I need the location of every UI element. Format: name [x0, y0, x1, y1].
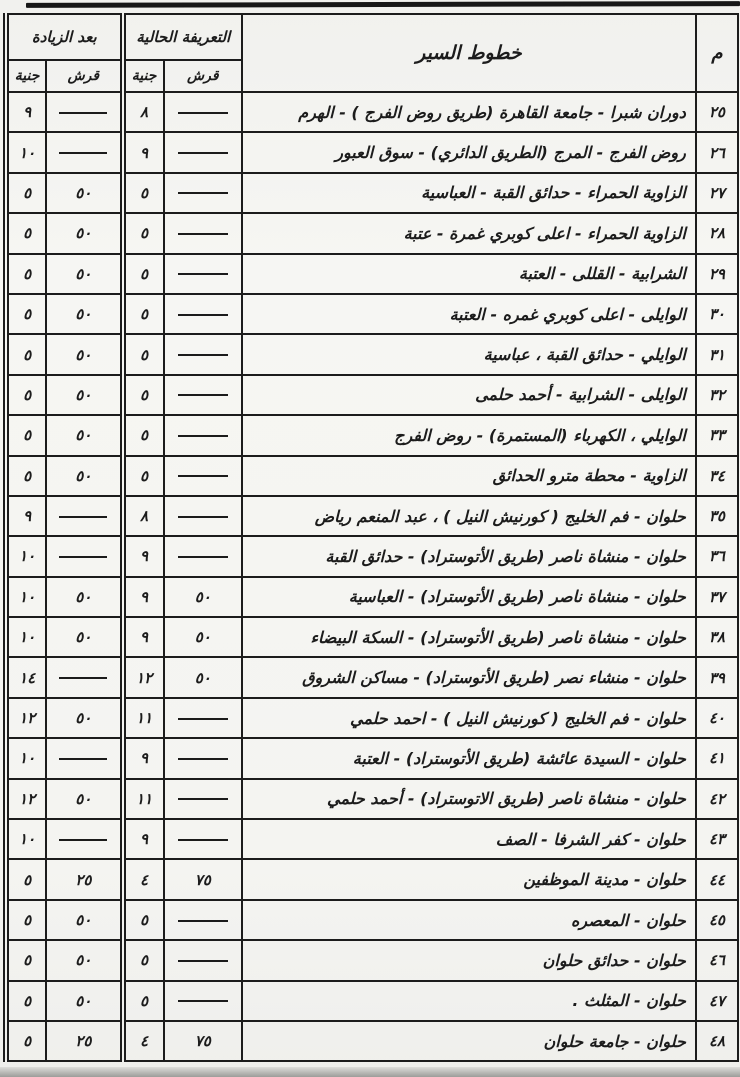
after-qirsh-cell: ٥٠ — [46, 294, 122, 334]
route-cell: حلوان - المعصره — [242, 900, 696, 940]
after-pound-cell: ١٢ — [6, 779, 46, 819]
current-pound-cell: ٩ — [123, 819, 164, 859]
route-cell: الوايلى - اعلى كوبري غمره - العتبة — [242, 294, 696, 334]
current-qirsh-cell — [164, 334, 242, 374]
header-current-tariff: التعريفة الحالية — [123, 14, 242, 60]
current-pound-cell: ٩ — [123, 617, 164, 657]
route-cell: الزاوية - محطة مترو الحدائق — [242, 456, 696, 496]
row-number-cell: ٢٩ — [696, 254, 738, 294]
after-pound-cell: ٥ — [6, 456, 46, 496]
current-qirsh-cell: ٥٠ — [164, 617, 242, 657]
current-qirsh-cell — [164, 375, 242, 415]
current-pound-cell: ٤ — [123, 1021, 164, 1061]
current-qirsh-cell — [164, 294, 242, 334]
fare-row — [6, 132, 738, 172]
current-pound-cell: ٩ — [123, 577, 164, 617]
header-after-increase: بعد الزيادة — [6, 14, 123, 60]
current-qirsh-cell: ٥٠ — [164, 657, 242, 697]
current-pound-cell: ٩ — [123, 536, 164, 576]
fare-row — [6, 698, 738, 738]
after-qirsh-cell — [46, 536, 122, 576]
current-qirsh-cell — [164, 173, 242, 213]
fare-table-header — [6, 14, 738, 92]
current-qirsh-cell — [164, 536, 242, 576]
after-pound-cell: ١٠ — [6, 738, 46, 778]
current-pound-cell: ٩ — [123, 738, 164, 778]
after-qirsh-cell: ٥٠ — [46, 900, 122, 940]
header-after-qirsh: قرش — [46, 60, 122, 92]
route-cell: الوايلي ، الكهرباء (المستمرة) - روض الفرج — [242, 415, 696, 455]
current-pound-cell: ٨ — [123, 92, 164, 132]
after-qirsh-cell: ٥٠ — [46, 617, 122, 657]
current-qirsh-cell — [164, 254, 242, 294]
row-number-cell: ٤٧ — [696, 981, 738, 1021]
current-qirsh-cell — [164, 819, 242, 859]
row-number-cell: ٣٤ — [696, 456, 738, 496]
after-pound-cell: ١٠ — [6, 536, 46, 576]
fare-row — [6, 819, 738, 859]
after-qirsh-cell: ٥٠ — [46, 577, 122, 617]
route-cell: حلوان - منشاة ناصر (طريق الأتوستراد) - العباسية — [242, 577, 696, 617]
current-pound-cell: ٤ — [123, 859, 164, 899]
fare-row — [6, 577, 738, 617]
route-cell: روض الفرج - المرج (الطريق الدائري) - سوق العبور — [242, 132, 696, 172]
header-current-pound: جنية — [123, 60, 164, 92]
after-pound-cell: ٥ — [6, 213, 46, 253]
route-cell: حلوان - كفر الشرفا - الصف — [242, 819, 696, 859]
current-qirsh-cell — [164, 415, 242, 455]
fare-row — [6, 294, 738, 334]
after-pound-cell: ٥ — [6, 940, 46, 980]
current-pound-cell: ٨ — [123, 496, 164, 536]
route-cell: حلوان - السيدة عائشة (طريق الأتوستراد) - العتبة — [242, 738, 696, 778]
row-number-cell: ٤٢ — [696, 779, 738, 819]
row-number-cell: ٢٦ — [696, 132, 738, 172]
current-qirsh-cell — [164, 738, 242, 778]
current-qirsh-cell — [164, 496, 242, 536]
row-number-cell: ٤٥ — [696, 900, 738, 940]
fare-row — [6, 415, 738, 455]
after-qirsh-cell — [46, 92, 122, 132]
current-pound-cell: ٥ — [123, 981, 164, 1021]
after-pound-cell: ٩ — [6, 92, 46, 132]
current-pound-cell: ٥ — [123, 940, 164, 980]
current-pound-cell: ١٢ — [123, 657, 164, 697]
fare-table — [3, 13, 739, 1062]
current-pound-cell: ١١ — [123, 779, 164, 819]
after-qirsh-cell: ٥٠ — [46, 254, 122, 294]
after-pound-cell: ٥ — [6, 254, 46, 294]
row-number-cell: ٣٧ — [696, 577, 738, 617]
fare-row — [6, 173, 738, 213]
fare-table-body — [6, 92, 738, 1061]
after-qirsh-cell — [46, 738, 122, 778]
fare-row — [6, 456, 738, 496]
current-qirsh-cell — [164, 132, 242, 172]
current-pound-cell: ٥ — [123, 375, 164, 415]
route-cell: حلوان - منشاة ناصر (طريق الأتوستراد) - السكة البيضاء — [242, 617, 696, 657]
after-qirsh-cell — [46, 132, 122, 172]
route-cell: دوران شبرا - جامعة القاهرة (طريق روض الفرج ) - الهرم — [242, 92, 696, 132]
fare-row — [6, 496, 738, 536]
current-pound-cell: ٥ — [123, 254, 164, 294]
fare-row — [6, 334, 738, 374]
scan-artifact-bottom-band — [0, 1067, 740, 1077]
after-pound-cell: ٩ — [6, 496, 46, 536]
after-pound-cell: ١٠ — [6, 617, 46, 657]
route-cell: حلوان - المثلث . — [242, 981, 696, 1021]
current-qirsh-cell — [164, 698, 242, 738]
route-cell: حلوان - جامعة حلوان — [242, 1021, 696, 1061]
row-number-cell: ٢٥ — [696, 92, 738, 132]
fare-row — [6, 617, 738, 657]
after-qirsh-cell: ٥٠ — [46, 698, 122, 738]
current-pound-cell: ٥ — [123, 213, 164, 253]
route-cell: الوايلي - حدائق القبة ، عباسية — [242, 334, 696, 374]
row-number-cell: ٤٣ — [696, 819, 738, 859]
current-qirsh-cell — [164, 92, 242, 132]
current-pound-cell: ٥ — [123, 900, 164, 940]
after-pound-cell: ٥ — [6, 375, 46, 415]
header-after-pound: جنية — [6, 60, 46, 92]
fare-row — [6, 92, 738, 132]
after-qirsh-cell: ٥٠ — [46, 334, 122, 374]
row-number-cell: ٣٠ — [696, 294, 738, 334]
current-pound-cell: ٥ — [123, 294, 164, 334]
after-qirsh-cell: ٥٠ — [46, 213, 122, 253]
after-qirsh-cell: ٥٠ — [46, 375, 122, 415]
after-qirsh-cell: ٥٠ — [46, 779, 122, 819]
current-pound-cell: ٥ — [123, 334, 164, 374]
current-pound-cell: ٥ — [123, 456, 164, 496]
after-pound-cell: ١٠ — [6, 819, 46, 859]
row-number-cell: ٢٧ — [696, 173, 738, 213]
row-number-cell: ٤١ — [696, 738, 738, 778]
after-qirsh-cell — [46, 657, 122, 697]
after-qirsh-cell: ٥٠ — [46, 981, 122, 1021]
current-qirsh-cell — [164, 981, 242, 1021]
row-number-cell: ٣٣ — [696, 415, 738, 455]
header-serial: م — [696, 14, 738, 92]
route-cell: حلوان - فم الخليج ( كورنيش النيل ) - احمد حلمي — [242, 698, 696, 738]
route-cell: حلوان - منشاء نصر (طريق الأتوستراد) - مساكن الشروق — [242, 657, 696, 697]
after-pound-cell: ٥ — [6, 173, 46, 213]
row-number-cell: ٤٠ — [696, 698, 738, 738]
current-qirsh-cell: ٥٠ — [164, 577, 242, 617]
fare-row — [6, 213, 738, 253]
row-number-cell: ٣٨ — [696, 617, 738, 657]
fare-row — [6, 981, 738, 1021]
fare-row — [6, 738, 738, 778]
row-number-cell: ٣٢ — [696, 375, 738, 415]
route-cell: الزاوية الحمراء - حدائق القبة - العباسية — [242, 173, 696, 213]
after-qirsh-cell — [46, 496, 122, 536]
fare-row — [6, 779, 738, 819]
row-number-cell: ٤٤ — [696, 859, 738, 899]
after-pound-cell: ٥ — [6, 900, 46, 940]
after-pound-cell: ٥ — [6, 334, 46, 374]
route-cell: حلوان - منشاة ناصر (طريق الاتوستراد) - أحمد حلمي — [242, 779, 696, 819]
route-cell: حلوان - مدينة الموظفين — [242, 859, 696, 899]
current-qirsh-cell — [164, 213, 242, 253]
current-pound-cell: ٩ — [123, 132, 164, 172]
after-pound-cell: ٥ — [6, 1021, 46, 1061]
fare-row — [6, 1021, 738, 1061]
route-cell: حلوان - منشاة ناصر (طريق الأتوستراد) - حدائق القبة — [242, 536, 696, 576]
after-pound-cell: ١٠ — [6, 577, 46, 617]
scan-artifact-top-line — [26, 1, 740, 8]
current-qirsh-cell — [164, 900, 242, 940]
current-qirsh-cell: ٧٥ — [164, 859, 242, 899]
row-number-cell: ٤٦ — [696, 940, 738, 980]
fare-row — [6, 940, 738, 980]
current-pound-cell: ٥ — [123, 173, 164, 213]
route-cell: الشرابية - القللى - العتبة — [242, 254, 696, 294]
row-number-cell: ٢٨ — [696, 213, 738, 253]
current-qirsh-cell — [164, 779, 242, 819]
current-qirsh-cell: ٧٥ — [164, 1021, 242, 1061]
after-qirsh-cell — [46, 819, 122, 859]
after-qirsh-cell: ٥٠ — [46, 415, 122, 455]
fare-row — [6, 254, 738, 294]
route-cell: الزاوية الحمراء - اعلى كوبري غمرة - عتبة — [242, 213, 696, 253]
header-current-qirsh: قرش — [164, 60, 242, 92]
row-number-cell: ٣٩ — [696, 657, 738, 697]
current-qirsh-cell — [164, 456, 242, 496]
after-pound-cell: ١٤ — [6, 657, 46, 697]
after-pound-cell: ٥ — [6, 415, 46, 455]
route-cell: حلوان - فم الخليج ( كورنيش النيل ) ، عبد المنعم رياض — [242, 496, 696, 536]
row-number-cell: ٣١ — [696, 334, 738, 374]
row-number-cell: ٤٨ — [696, 1021, 738, 1061]
route-cell: حلوان - حدائق حلوان — [242, 940, 696, 980]
route-cell: الوايلى - الشرابية - أحمد حلمى — [242, 375, 696, 415]
after-pound-cell: ١٠ — [6, 132, 46, 172]
fare-row — [6, 900, 738, 940]
current-qirsh-cell — [164, 940, 242, 980]
fare-row — [6, 375, 738, 415]
after-qirsh-cell: ٥٠ — [46, 456, 122, 496]
row-number-cell: ٣٦ — [696, 536, 738, 576]
fare-row — [6, 859, 738, 899]
after-qirsh-cell: ٢٥ — [46, 859, 122, 899]
current-pound-cell: ١١ — [123, 698, 164, 738]
after-qirsh-cell: ٥٠ — [46, 940, 122, 980]
after-pound-cell: ٥ — [6, 981, 46, 1021]
after-pound-cell: ١٢ — [6, 698, 46, 738]
after-qirsh-cell: ٥٠ — [46, 173, 122, 213]
after-qirsh-cell: ٢٥ — [46, 1021, 122, 1061]
after-pound-cell: ٥ — [6, 859, 46, 899]
row-number-cell: ٣٥ — [696, 496, 738, 536]
fare-row — [6, 536, 738, 576]
after-pound-cell: ٥ — [6, 294, 46, 334]
header-routes: خطوط السير — [242, 14, 696, 92]
fare-row — [6, 657, 738, 697]
current-pound-cell: ٥ — [123, 415, 164, 455]
